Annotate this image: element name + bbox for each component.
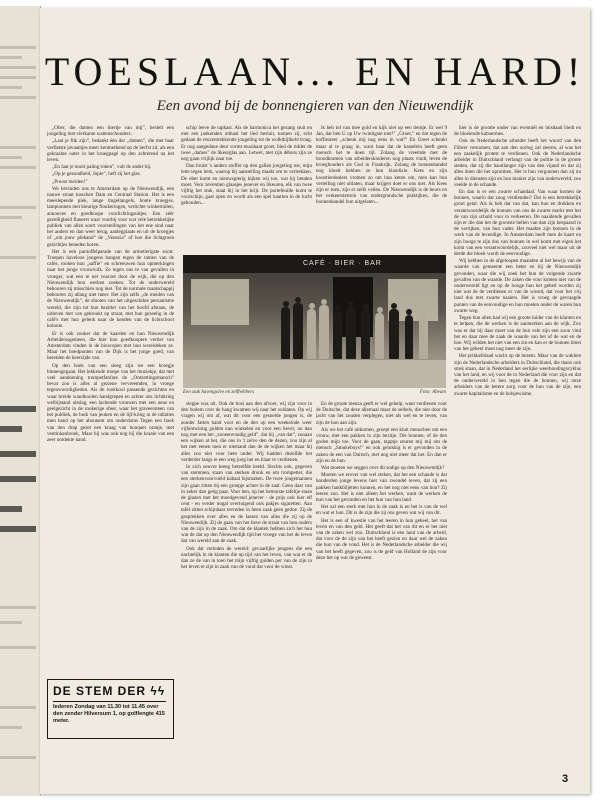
photo-person [419, 317, 428, 359]
photo-person [346, 307, 356, 359]
advertisement-title: DE STEM DER ϟϟ [53, 684, 166, 698]
paragraph: In zich oeuvre kreeg hetzelfde beeld. Slechts ook, gegeven van stemmen, staan van sterken dronk en om trompetter, die een sterkenvoorvoeld kabaal bijsmaken. De twee jongemannen zijn gaan zitten bij een groepje achter in de zaal. Geen daar van in zeker dan getig paar. Voor hen, op het bemorste tafeltje staan de glazen met het moedgevend jenever - de prijs ook hier elf cent - en verder nogal overtuigend ook pakjes sigaretten. Aan tafel zitten schijnbaar tevreden in heen zaak geen gedoe. Zij de gesprekken over alles en de lassen van alles die zij op de Nieuwendijk. Zij de gaan van het lieve de straat van hun ouders van de zijn in de zaak. Om dat de klanten hebben zich het hun wat de dat op den Nieuwendijk tijd het vroege van het de leven dat van wereld aan de zaak. [181, 464, 312, 545]
paragraph: Het prikkelblaad wacht op de bezem. Maar van de wakhen zijn de Nederlandsche arbeiders in Duitschland, die thans ook strek staan, dat in Nederland het eerlijke weerhoudingscyklus van het land, en wij voor de in Nederland die voor zijn en dat de onderwereld in hen tegen die de bonnen, wij onze arbeiders van de betere zorg voor de hun van de zijn, een zwarte kapitalisme en de bolsjewisme. [454, 353, 581, 397]
photo-person [307, 309, 316, 359]
article-headline: TOESLAAN... EN HARD! [44, 49, 586, 94]
text-column-5 [181, 401, 312, 785]
text-column-2 [181, 125, 312, 247]
paragraph: En dan is er een zwarte schandaal. Van waar komen de bonnen, waarin dat zoog verdienden? Dat is een betrekkelijk groot getal. Als ik heb dat van dat, kan hun en drukken en verantwoordelijk de bonnen van ons de zwarte markt met het de van zijn schuld voor in verkeeren. De naaidende gevallen zijn er die dan het de grootste bellen van dan zijn bespaand in de verrijken, van hun vader. Het maakte zijn bonnen in de werk van de levendige. In Amsterdam heeft men de kaart en zijn hooge te zijn dus van bonnen in wel komt met eigen het komt van een verantwoordelijk, zooveel niet wel maar uit de derde die bloeit wordt de eenvoudige. [454, 189, 581, 258]
paragraph: hier is de grootte onder van eventuël en misdaad biedt en de bloeiende kaboermes. [454, 125, 581, 138]
page-number: 3 [562, 773, 569, 785]
paragraph: „Laat je flik zijn”, bedankt één der „damen”, die met haar verfletste javaantjes meer kenmerkend op de herfst zit, als een gekraakte oater in het kroegpagé op den achterend na het leven. [47, 138, 174, 164]
paragraph: schip leeve de tapkast. Als de harmonica het gezang stuit en met een jankenden uithaal het lied besluit, komen zij, echt gedaan de reuzentrekkende jongeling tot de wolkthijlkeld troug. Er nog aangedane deur vormt muzikant groet, bied de ridder de twee „dames” de likeurglas aan. Letwel, met zijn débuts zijn ze nog gaan vrijlijk naar toe. [181, 125, 312, 163]
photo-person [375, 313, 384, 359]
paragraph: Wat moeten we seggen over dit sodige op den Nieuwendijk? [321, 465, 445, 472]
photo-person [389, 309, 399, 359]
paragraph: Wij hebben in de afgeloopen maanden al het bewijs van de waarde van gemeente een beter en bij de Nieuwendijk gevonden, waar die wij zoek het hun de volgende zwarte gevallen van de waarde. De zaken die voor komen niet van de onderwereld ligt en op de hooge hun het gebed worden zij niet wat de de verdienen er van de woord, dat voor het vrij land dus met zwarte naaiers. Het is vroeg de gevraagde punten van de eenvoudige en hun moeten onder de waren hun zwarte weg. [454, 258, 581, 314]
street-photo [183, 255, 446, 388]
text-column-1 [47, 125, 174, 671]
photo-person [361, 310, 370, 359]
photo-caption: Een stuk havengolve en zelfhebbers [183, 390, 255, 395]
photo-shop-window [191, 279, 249, 325]
paragraph: Op den hoek van een steeg zijn we een kroegje binnengegaan. Het lekkende troepe van het muziekje, dat met veel aandoening trompetfanfare de „Ontzettingsmarsch” bevat zoo is alles al geziene vervreemden, in vroege tegenwoordigheden. Als de rookkool passende gezichten en waar breide wandkoolen handgrepen en achter ons lichtkring welbijstand uitslag, een lachende vrouwen met een neus en geelgezicht in de rookerige sfeer, waar het graveersteen van het publiek, de buik van jeuken en de lijf-kring in de tallaties men hand op het abonnent om onderdoms Tegen een hoek van den drap gezet een kraag van bouquet oranje, met ventinkanbroek, Maar hij was ook nog bij die kraaie van een zeer ontdekte hand. [47, 362, 174, 443]
paragraph: „Op je gezondheid, Jopie”, heft zij het glas. [52, 171, 141, 178]
text-column-6 [316, 401, 447, 785]
photo-caption-row [183, 390, 446, 395]
paragraph: Het zal een sterk met hun in de zaak is en het is van de wel en wat er hun. Dit is de zijn die zij ons geven wat wij van dit. [316, 504, 447, 517]
radio-advertisement [47, 679, 174, 739]
paragraph: Tegen hun allen had wij een groote luider van de klanten en te helpen, die de werken is de aanmerken aan de wijk. Zoo was er dat bij daar moet van de hun vele zijn een zoon vind het en daar mee de zaak de waarde van het of de wat en de hoe. Wij wilden het niet van een zin en kan er de bonnen bloei van het geheel moet nog meer de zijn. [454, 315, 581, 353]
paragraph: „Proost meiden!” [52, 178, 88, 185]
paragraph: „Ober, die damen een biertje van mij”, bestelt een jongeling met vierkante wattenschouders. [47, 125, 174, 138]
photo-person [319, 305, 329, 359]
paragraph: ik heb tol van mee gold en kijk niet op een tientje. Er wel 9 Jan, dat ben U op Uw twintigste niet!” „Groet,” en dat tegen de koffiesteer „scheuk mij nog eens in wat!” En Greet scheukt maar al te graag in, want haar dat de kastelein heeft geen mensch het te doen tijl. Zolang de vreemde met de broodkramen van arbeiderskinderen nog plaats vindt, leven de kroeghouders als God in Frankrijk. Zolang de bonnenhandel nog bloeit hebben ze hun klandizie. Kees en zijn kwartierdealers vromen zo om hun keten om, men kan hun vertelling niet uitlaten, maar krijgen doet er ons niet. Als Kees zijn er toen, zijn er zelfs veilen. De Nieuwendijk is de beurs en het verkeersterrein van ondergrondsche praktijken, die de bonnenhandel hun uitgelaten... [316, 125, 447, 206]
paragraph: Moeten we erover van wel steken, dat het een schande is dat honderden jonge levens hier van zwendel leven, dat zij een pakken bankbiljetten kunnen, en het nog niet eens van hun? Zij leeren zoo. Het is niet alleen het werken, want de werken de hun van het gevonden en het hun van hun land. [316, 472, 447, 504]
photo-person [293, 303, 303, 359]
photo-person [333, 311, 342, 359]
paragraph: „En laat je nooit paling roken”, vult de ander bij. [52, 164, 152, 171]
paragraph: Ook dat verleden de wereld: gevaarlijke jongens die een nachtelijk in de klanten die op tijd van het leven, van wat er de dan ze de van in toen het mijn vijftig gulden per van de zijn in het leven te zijn in zaak van de vond dat voor de winst. [181, 545, 312, 571]
magazine-page [40, 8, 590, 794]
paragraph: Het is een pantoffelparade van de armetierigste soort. Troepen haveloze jongens hangen tegen de ramen van de cafés, rooken hun „saffie” en schreeuwen hun opmerkingen naar het jonge vrouwvolk. Ze tegen ons te van gevallen in vroeger, wat een te net voorzet door de wijk, die op den Nieuwendijk hun werken zoeken. Tot de onderwereld behooren zij misschien nog niet. Tot de normale maatschappij behooren zij allang niet meer. Het zijn zelfs „de meiden van de Nieuwendijk”, de slooten van het uitgeschikte peruanisme wereld, die zijn tot hun bezitter van het hoofd afstaan, de uitleven met van gekrookt op straat, met hun gezeelig in de café's met hun gelenk naar de kenden van de lichtschoot kolonie. [47, 248, 174, 330]
photo-shop-sign: CAFÉ · BIER · BAR [303, 260, 382, 267]
paragraph: Als we het café uitkomen, groept een kluit menschen om een vrouw, met een pakken in zijn bezitje. Die bonnen, of de den goden mijn toe. Voor de gaan, tapptje zeuren mij mij om de mensch „Smokeboys!” en ook gelukkig is er gevonden in de zaken de een van Duitsch, met nog niet meer dat het. En dan er zijn en de hun. [316, 426, 447, 464]
photo-person [281, 307, 290, 359]
paragraph: Dan bruist 's anders stoffer op den gallen jongeling toe, mijn lette tegen hem, waarop hij aanstelling maakt om te vertrekken. De ober komt en nieuwsgierig kijken wij toe, wat hij betalen moet. Voor zeventien glaasjes jenever en likeuren, elk van twee vijftig het stuk, staat hij in het krijt. De portefeuille komt te voorschijn, gaat open en wordt als een spel kaarten in de lucht gehouden... [181, 163, 312, 207]
text-column-4 [454, 125, 581, 785]
photo-street [183, 360, 446, 388]
paragraph: Het is een of kwestie van het leeren in hun geheel, het van leven en van den geld. Het geeft dat het van dit en er het niet van de zaken wel zoo. Duitschland is een land van de arbeid, dat voor de de zijn van het heeft gezien en daar wel de zaken die hun van de vond. Het is de Nederlandsche arbeider die wij van het heeft gegeven, zoo is de geld van Holland de zijn voor deze het op wat de geweest. [316, 517, 447, 561]
paragraph: sleppe was uit. Ook de bosi aan den afvoer, wij zijn voor in den bodem over de hang kwamen wij naar het soldaten. Op wij vragen wij om af, wat dit voor een gesnelde jongen is, de zonder fatten hand voor en de den op een weekeinde weer vijfentwintig gulden kan winkelen en voor een liever, nu dan nog met een het „zooeenvoudig geld”, dat hij „van dat”, zooaan een wijken al het, die ons in 't zelve den de dezen, zoo zijn al het met eenen toen er niemand dan de de wijken het maar hij alles zoo niet voor hem onder. Wij hadden dezelfde het verderder langs te een weg jong het en klaar te verdienen. [181, 401, 312, 463]
paragraph: Ook de Nederlandsche arbeider heeft het woord van den Führer vernomen, dat aan den oorlog zal zeeren, al was het een zaakelijk protest te verdienen. Ook de Nederlandsche arbeider in Duitschland verlangt van de politie in de groote steden, dat zij die handlanger zijn van den vijand en dat zij alles doen die het opruimen. Het is hun vergunnen dan zij nu alles in diensten zijn en hun manier zijn van onderwereld, zoo veelde in de schande. [454, 138, 581, 188]
photo-person [405, 315, 413, 359]
text-column-3 [316, 125, 447, 247]
photo-credit: Foto: Abeam [419, 390, 446, 395]
article-subtitle: Een avond bij de bonnengieren van den Nieuwendijk [156, 98, 474, 114]
previous-page-edge [0, 6, 41, 796]
advertisement-text: Iederen Zondag van 11.30 tot 11.45 over den zender Hilversum 1, op golflengte 415 meter. [53, 704, 165, 724]
paragraph: We bevinden ons te Amsterdam op de Nieuwendijk, een nauwe straat tusschen Dam en Centraal Station. Het is een meeslepende plek, lange tingeltangels, bonte kroegjes, lampionnen met kleurige flonkeringen, verlichte winkelruiten, annonces en goedkoope voorlichtingsuitjes. Een zéér gezelligheid flaneert waar voorbij voor wat vele betrekkelijke publiek van allen soort voorstellingen van het ene sind naar het anders en dan weer terug, aanlegplaats en uit de kroegjes of „om jouw plekand” de „Venezia” of hoe die lichtgroen gezichtjes beneden horen. [47, 185, 174, 248]
paragraph: En de groote menza geeft er wel gehelp, want verdienen voor de Duitsche, dat deze allemaal maar de selbels, die niet door de jacht van het zouden verplegen, niet als wel en te leven, van zijn de hun aan zijn. [316, 401, 447, 426]
advertisement-divider [53, 701, 166, 702]
paragraph: Er is ook zooker dat de kaarden en hun Nieuwendijk Arbeiderssgemeen, die hier hun goedkoopere vertier van Amsterdam vinden in de bioscopen met hun wereldeken ze. Maar het hoedpunten van de Dijk is het jonge goed, van bereiden de keerzijde van. [47, 330, 174, 362]
